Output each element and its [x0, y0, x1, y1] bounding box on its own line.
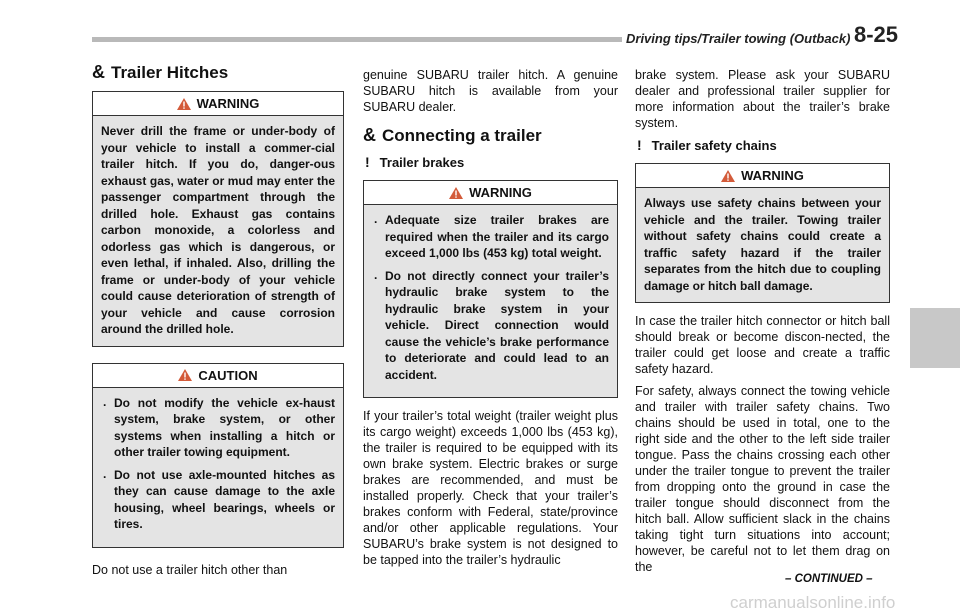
- body-paragraph: For safety, always connect the towing vehicle and trailer with trailer safety chains. Two chains should be used in total, one to the right side and the other to the left side trailer tongue. Pass the chains crossing each other under the trailer tongue to prevent the trailer from dropping onto the ground in case the trailer tongue should disconnect from the hitch ball. Allow sufficient slack in the chains taking tight turn situations into account; however, be careful not to let them drag on the: [635, 384, 890, 574]
- warning-triangle-icon: [177, 98, 191, 110]
- body-paragraph: genuine SUBARU trailer hitch. A genuine SUBARU hitch is available from your SUBARU dealer.: [363, 68, 618, 114]
- section-title-trailer-hitches: [92, 62, 344, 83]
- page-number: 8-25: [854, 22, 899, 47]
- caution-triangle-icon: [178, 369, 192, 381]
- warning-box: [635, 163, 890, 303]
- subsection-marker-icon: !: [637, 137, 642, 153]
- subsection-title-text: Trailer safety chains: [651, 137, 777, 153]
- section-marker-icon: &: [92, 62, 105, 82]
- section-marker-icon: &: [363, 125, 376, 145]
- warning-header: [636, 164, 889, 188]
- running-head: Driving tips/Trailer towing (Outback): [622, 31, 854, 46]
- warning-header: [364, 181, 617, 205]
- warning-label: WARNING: [196, 96, 260, 111]
- body-paragraph: brake system. Please ask your SUBARU dealer and professional trailer supplier for more information about the trailer’s brake system.: [635, 68, 890, 130]
- warning-triangle-icon: [721, 170, 735, 182]
- body-paragraph: Do not use a trailer hitch other than: [92, 562, 288, 577]
- warning-item: . Adequate size trailer brakes are required when the trailer and its cargo exceed 1,000 lbs (453 kg) total weight.: [372, 212, 609, 262]
- subsection-marker-icon: !: [365, 154, 370, 170]
- warning-list: [364, 205, 617, 397]
- warning-box: [363, 180, 618, 398]
- warning-text: Always use safety chains between your vehicle and the trailer. Towing trailer without safety chains could create a traffic safety hazard if the trailer separates from the hitch due to coupling damage or hitch ball damage.: [644, 196, 881, 293]
- caution-item: . Do not modify the vehicle ex-haust system, brake system, or other systems when installing a hitch or other trailer towing equipment.: [101, 395, 335, 461]
- section-title-connecting-trailer: [363, 125, 618, 146]
- section-title-text: Trailer Hitches: [111, 62, 229, 82]
- warning-header: [93, 92, 343, 116]
- warning-triangle-icon: [449, 187, 463, 199]
- section-title-text: Connecting a trailer: [382, 125, 542, 145]
- caution-header: [93, 364, 343, 388]
- caution-list: [93, 388, 343, 547]
- subsection-title-text: Trailer brakes: [379, 154, 465, 170]
- column-2: [363, 62, 618, 574]
- chapter-side-tab: [910, 308, 960, 368]
- warning-label: WARNING: [741, 168, 804, 183]
- body-paragraph: If your trailer’s total weight (trailer weight plus its cargo weight) exceeds 1,000 lbs (453 kg), the trailer is required to be equipped with its own brake system. Electric brakes or surge brakes are recommended, and must be installed properly. Check that your trailer’s brakes conform with Federal, state/province and/or other applicable regulations. Your SUBARU’s brake system is not designed to be tapped into the trailer’s hydraulic: [363, 409, 618, 567]
- continued-marker: – CONTINUED –: [785, 573, 873, 585]
- subsection-title-trailer-safety-chains: [635, 137, 890, 153]
- caution-box: [92, 363, 344, 548]
- warning-box: [92, 91, 344, 347]
- warning-label: WARNING: [469, 185, 532, 200]
- column-1: [92, 62, 344, 584]
- caution-item: . Do not use axle-mounted hitches as they can cause damage to the axle housing, wheel bearings, wheels or tires.: [101, 467, 335, 533]
- warning-item: . Do not directly connect your trailer’s hydraulic brake system to the hydraulic brake system in your vehicle. Direct connection would cause the vehicle’s brake performance to deteriorate and could lead to an accident.: [372, 268, 609, 384]
- column-3: [635, 62, 890, 581]
- subsection-title-trailer-brakes: [363, 154, 618, 170]
- body-paragraph: In case the trailer hitch connector or hitch ball should break or become discon-nected, the trailer could get loose and create a traffic safety hazard.: [635, 314, 890, 376]
- warning-text: Never drill the frame or under-body of your vehicle to install a commer-cial trailer hitch. If you do, danger-ous exhaust gas, water or mud may enter the passenger compartment through the drilled hole. Exhaust gas contains carbon monoxide, a colorless and odorless gas which is dangerous, or even lethal, if inhaled. Also, drilling the frame or under-body of your vehicle could cause deterioration of strength of your vehicle and cause corrosion around the drilled hole.: [101, 124, 335, 336]
- watermark: carmanualsonline.info: [730, 593, 896, 611]
- caution-label: CAUTION: [198, 367, 258, 383]
